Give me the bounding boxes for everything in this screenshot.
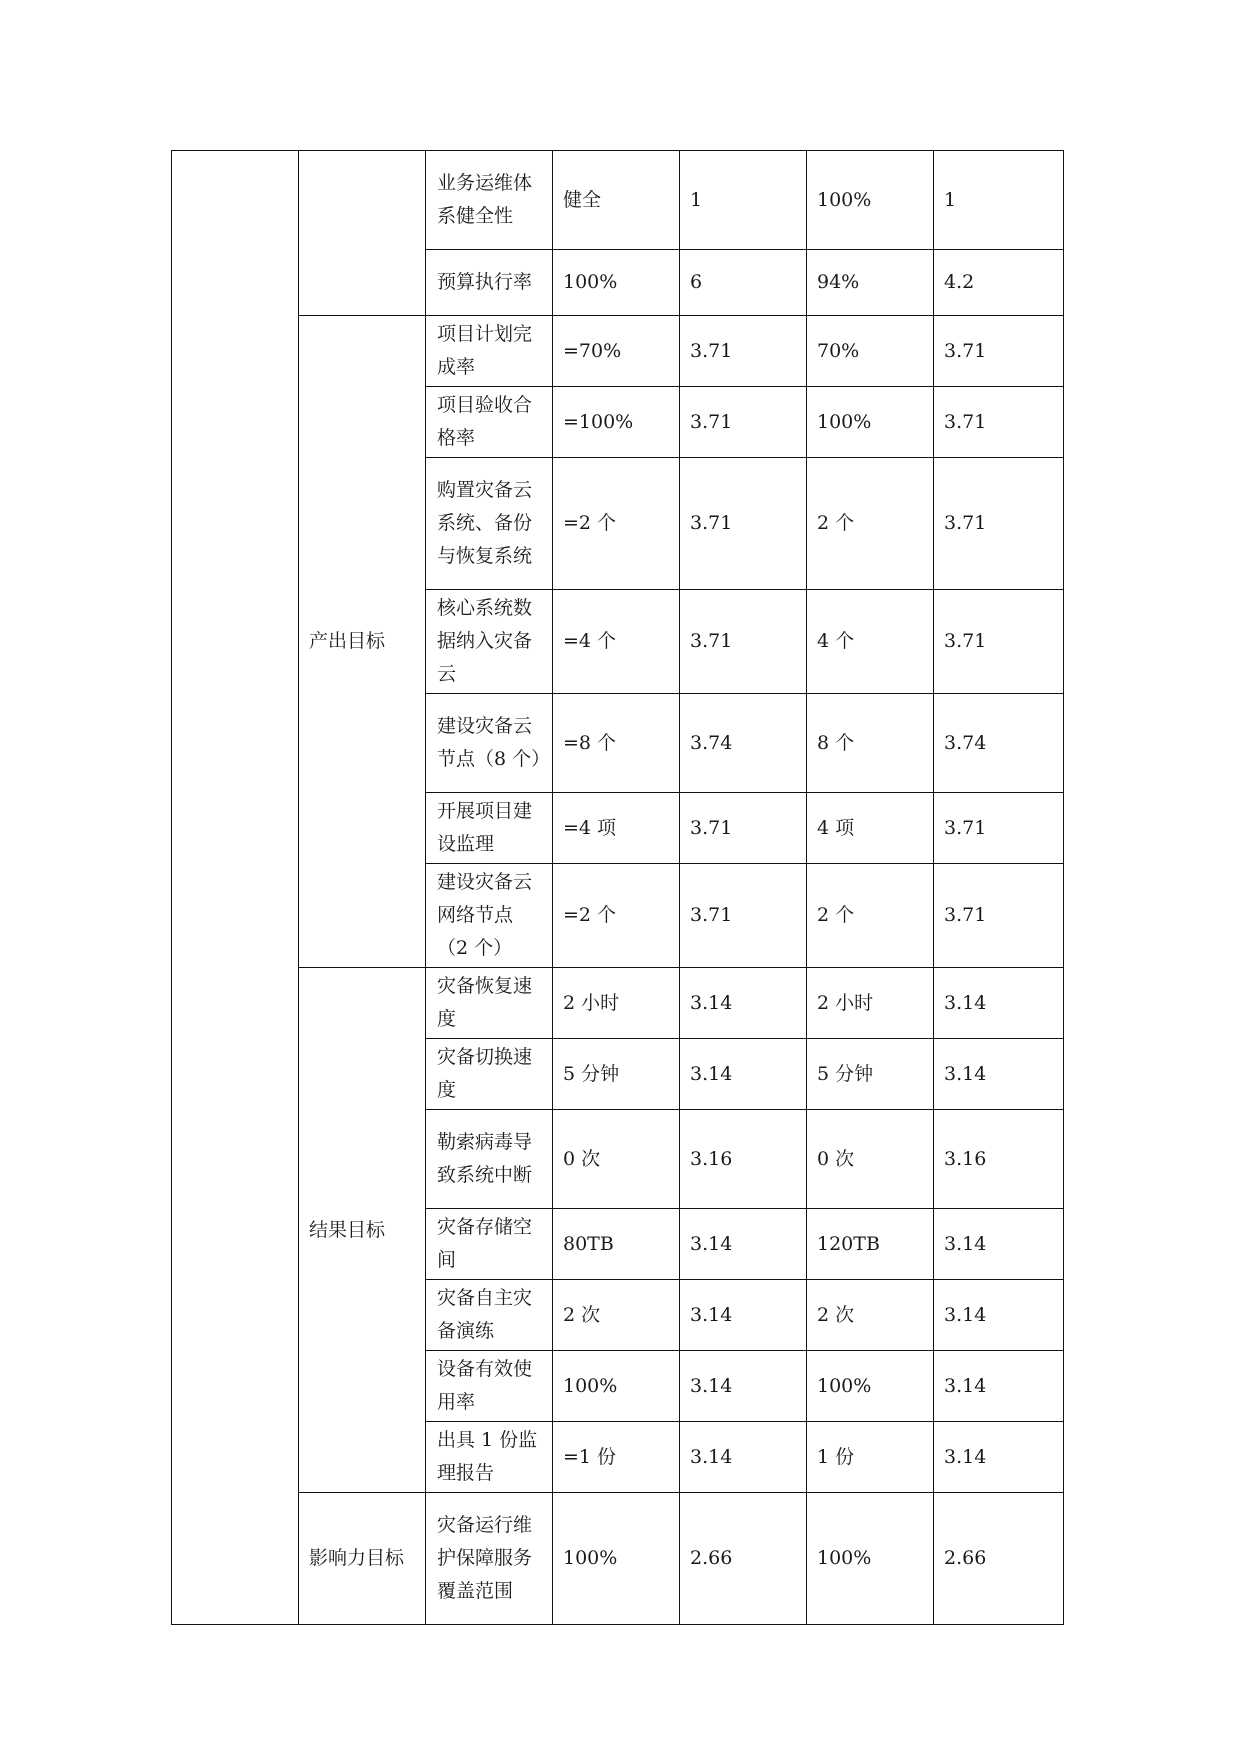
indicator-cell: 建设灾备云网络节点（2 个） xyxy=(426,864,553,968)
weight-cell: 3.71 xyxy=(680,316,807,387)
indicator-cell: 开展项目建设监理 xyxy=(426,793,553,864)
weight-cell: 3.71 xyxy=(680,458,807,590)
actual-value-cell: 100% xyxy=(807,1493,934,1625)
target-value-cell: 80TB xyxy=(553,1209,680,1280)
performance-indicator-table xyxy=(171,150,1064,1625)
score-cell: 3.71 xyxy=(934,458,1064,590)
actual-value-cell: 2 小时 xyxy=(807,968,934,1039)
target-value-cell: =8 个 xyxy=(553,694,680,793)
score-cell: 3.14 xyxy=(934,1280,1064,1351)
target-value-cell: 健全 xyxy=(553,151,680,250)
actual-value-cell: 0 次 xyxy=(807,1110,934,1209)
indicator-cell: 业务运维体系健全性 xyxy=(426,151,553,250)
score-cell: 3.71 xyxy=(934,387,1064,458)
indicator-cell: 核心系统数据纳入灾备云 xyxy=(426,590,553,694)
weight-cell: 2.66 xyxy=(680,1493,807,1625)
weight-cell: 1 xyxy=(680,151,807,250)
score-cell: 3.71 xyxy=(934,316,1064,387)
weight-cell: 3.71 xyxy=(680,387,807,458)
indicator-cell: 灾备存储空间 xyxy=(426,1209,553,1280)
weight-cell: 3.14 xyxy=(680,1280,807,1351)
weight-cell: 6 xyxy=(680,250,807,316)
indicator-cell: 灾备自主灾备演练 xyxy=(426,1280,553,1351)
target-value-cell: 2 小时 xyxy=(553,968,680,1039)
score-cell: 3.71 xyxy=(934,793,1064,864)
weight-cell: 3.74 xyxy=(680,694,807,793)
indicator-cell: 购置灾备云系统、备份与恢复系统 xyxy=(426,458,553,590)
table-row xyxy=(172,968,1064,1039)
output-goal-category: 产出目标 xyxy=(299,316,426,968)
score-cell: 3.14 xyxy=(934,1351,1064,1422)
actual-value-cell: 4 个 xyxy=(807,590,934,694)
impact-goal-category: 影响力目标 xyxy=(299,1493,426,1625)
actual-value-cell: 8 个 xyxy=(807,694,934,793)
target-value-cell: =2 个 xyxy=(553,864,680,968)
score-cell: 3.74 xyxy=(934,694,1064,793)
indicator-cell: 灾备切换速度 xyxy=(426,1039,553,1110)
target-value-cell: =1 份 xyxy=(553,1422,680,1493)
actual-value-cell: 94% xyxy=(807,250,934,316)
level1-category-cell xyxy=(172,151,299,1625)
indicator-cell: 项目验收合格率 xyxy=(426,387,553,458)
weight-cell: 3.14 xyxy=(680,1039,807,1110)
indicator-cell: 出具 1 份监理报告 xyxy=(426,1422,553,1493)
indicator-cell: 灾备恢复速度 xyxy=(426,968,553,1039)
target-value-cell: =100% xyxy=(553,387,680,458)
weight-cell: 3.16 xyxy=(680,1110,807,1209)
table-row xyxy=(172,316,1064,387)
target-value-cell: 0 次 xyxy=(553,1110,680,1209)
weight-cell: 3.14 xyxy=(680,1422,807,1493)
target-value-cell: =2 个 xyxy=(553,458,680,590)
actual-value-cell: 2 个 xyxy=(807,864,934,968)
score-cell: 1 xyxy=(934,151,1064,250)
target-value-cell: =4 项 xyxy=(553,793,680,864)
actual-value-cell: 5 分钟 xyxy=(807,1039,934,1110)
actual-value-cell: 100% xyxy=(807,387,934,458)
weight-cell: 3.14 xyxy=(680,1209,807,1280)
actual-value-cell: 2 次 xyxy=(807,1280,934,1351)
actual-value-cell: 4 项 xyxy=(807,793,934,864)
result-goal-category: 结果目标 xyxy=(299,968,426,1493)
actual-value-cell: 1 份 xyxy=(807,1422,934,1493)
score-cell: 3.71 xyxy=(934,590,1064,694)
weight-cell: 3.14 xyxy=(680,968,807,1039)
score-cell: 3.71 xyxy=(934,864,1064,968)
score-cell: 3.14 xyxy=(934,968,1064,1039)
weight-cell: 3.14 xyxy=(680,1351,807,1422)
indicator-cell: 预算执行率 xyxy=(426,250,553,316)
table-row xyxy=(172,1493,1064,1625)
score-cell: 3.14 xyxy=(934,1039,1064,1110)
target-value-cell: 100% xyxy=(553,1493,680,1625)
weight-cell: 3.71 xyxy=(680,864,807,968)
indicator-cell: 灾备运行维护保障服务覆盖范围 xyxy=(426,1493,553,1625)
actual-value-cell: 100% xyxy=(807,1351,934,1422)
score-cell: 4.2 xyxy=(934,250,1064,316)
indicator-cell: 项目计划完成率 xyxy=(426,316,553,387)
actual-value-cell: 100% xyxy=(807,151,934,250)
score-cell: 2.66 xyxy=(934,1493,1064,1625)
actual-value-cell: 2 个 xyxy=(807,458,934,590)
weight-cell: 3.71 xyxy=(680,793,807,864)
score-cell: 3.14 xyxy=(934,1209,1064,1280)
target-value-cell: 2 次 xyxy=(553,1280,680,1351)
indicator-cell: 建设灾备云节点（8 个） xyxy=(426,694,553,793)
level2-category-cell xyxy=(299,151,426,316)
target-value-cell: 100% xyxy=(553,1351,680,1422)
target-value-cell: 5 分钟 xyxy=(553,1039,680,1110)
score-cell: 3.14 xyxy=(934,1422,1064,1493)
weight-cell: 3.71 xyxy=(680,590,807,694)
target-value-cell: =70% xyxy=(553,316,680,387)
score-cell: 3.16 xyxy=(934,1110,1064,1209)
target-value-cell: =4 个 xyxy=(553,590,680,694)
actual-value-cell: 70% xyxy=(807,316,934,387)
table-row xyxy=(172,151,1064,250)
indicator-cell: 勒索病毒导致系统中断 xyxy=(426,1110,553,1209)
indicator-cell: 设备有效使用率 xyxy=(426,1351,553,1422)
target-value-cell: 100% xyxy=(553,250,680,316)
actual-value-cell: 120TB xyxy=(807,1209,934,1280)
